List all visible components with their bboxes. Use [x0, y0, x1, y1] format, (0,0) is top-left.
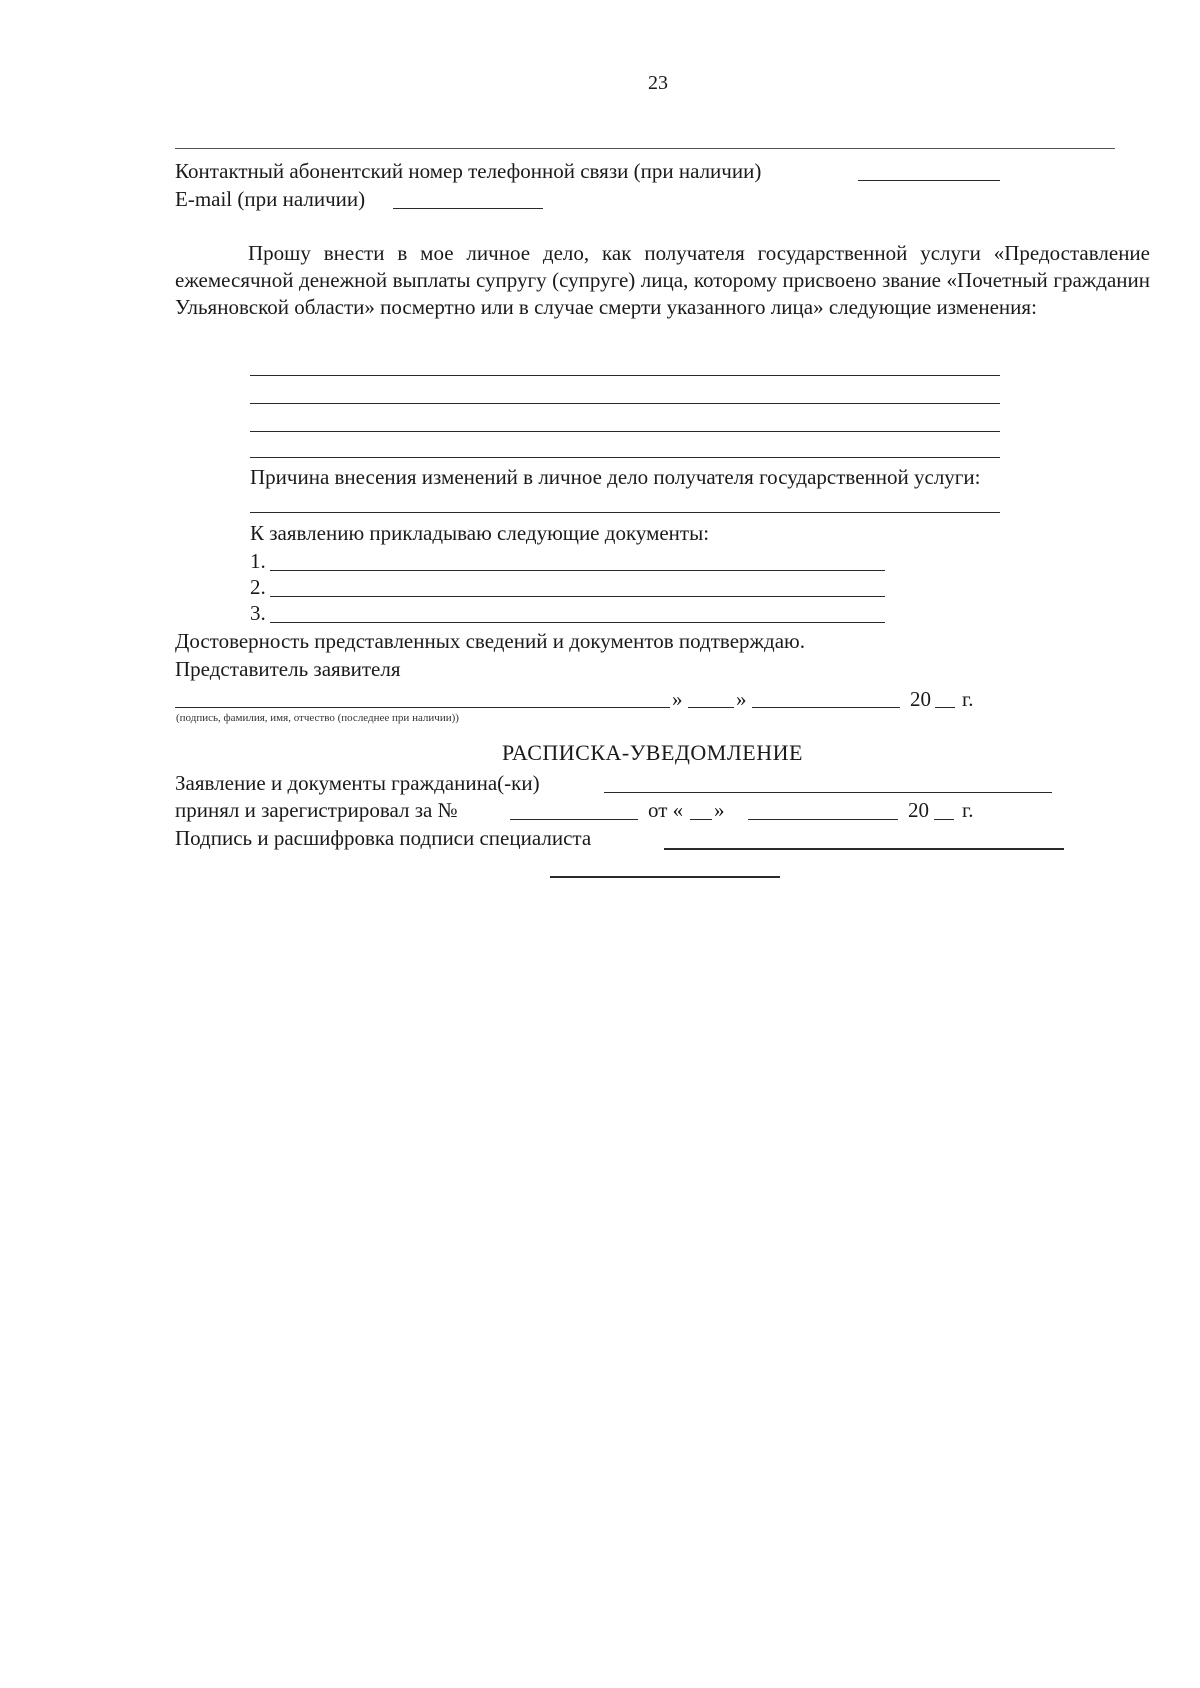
representative-caption: (подпись, фамилия, имя, отчество (последнее при наличии)) — [176, 712, 459, 724]
email-blank[interactable] — [393, 208, 543, 209]
receipt-line-1: Заявление и документы гражданина(-ки) — [175, 771, 540, 795]
receipt-line-3: Подпись и расшифровка подписи специалиста — [175, 826, 592, 850]
reason-label: Причина внесения изменений в личное дело получателя государственной услуги: — [250, 465, 981, 489]
receipt-line-2-quote: » — [714, 798, 725, 822]
representative-day-blank[interactable] — [688, 707, 734, 708]
attachment-line-3[interactable] — [270, 622, 885, 623]
change-line-2[interactable] — [250, 403, 1000, 404]
closing-separator — [550, 876, 780, 878]
receipt-title: РАСПИСКА-УВЕДОМЛЕНИЕ — [502, 740, 803, 765]
receipt-year-blank[interactable] — [934, 819, 954, 820]
page-number: 23 — [648, 72, 668, 94]
receipt-citizen-blank[interactable] — [604, 792, 1052, 793]
top-separator — [175, 148, 1115, 149]
receipt-number-blank[interactable] — [510, 819, 638, 820]
receipt-line-2-year: 20 — [908, 798, 929, 822]
representative-quote-open: » — [672, 687, 683, 711]
receipt-line-2-from: от « — [648, 798, 684, 822]
attachments-label: К заявлению прикладываю следующие документы: — [250, 521, 710, 545]
representative-label: Представитель заявителя — [175, 657, 401, 681]
representative-year-suffix: г. — [962, 687, 974, 711]
phone-label: Контактный абонентский номер телефонной связи (при наличии) — [175, 159, 762, 183]
representative-quote-close: » — [736, 687, 747, 711]
change-line-1[interactable] — [250, 375, 1000, 376]
representative-year-blank[interactable] — [935, 707, 955, 708]
receipt-line-2-suffix: г. — [962, 798, 974, 822]
change-line-3[interactable] — [250, 431, 1000, 432]
receipt-line-2-prefix: принял и зарегистрировал за № — [175, 798, 458, 822]
confirmation-text: Достоверность представленных сведений и документов подтверждаю. — [175, 629, 805, 653]
receipt-month-blank[interactable] — [748, 819, 898, 820]
attachment-number-2: 2. — [250, 575, 266, 599]
representative-signature-line[interactable] — [175, 707, 670, 708]
change-line-4[interactable] — [250, 457, 1000, 458]
representative-year-prefix: 20 — [910, 687, 931, 711]
attachment-number-1: 1. — [250, 549, 266, 573]
phone-blank[interactable] — [858, 180, 1000, 181]
email-label: E-mail (при наличии) — [175, 187, 366, 211]
request-paragraph: Прошу внести в мое личное дело, как получателя государственной услуги «Предоставление ежемесячной денежной выплаты супругу (супруге) лица, которому присвоено звание «Почетный гражданин Ульяновской области» посмертно или в случае смерти указанного лица» следующие изменения: — [175, 241, 1150, 319]
reason-line[interactable] — [250, 512, 1000, 513]
receipt-day-blank[interactable] — [690, 819, 712, 820]
attachment-line-1[interactable] — [270, 570, 885, 571]
attachment-line-2[interactable] — [270, 596, 885, 597]
attachment-number-3: 3. — [250, 601, 266, 625]
representative-month-blank[interactable] — [752, 707, 900, 708]
receipt-specialist-signature-blank[interactable] — [664, 848, 1064, 850]
